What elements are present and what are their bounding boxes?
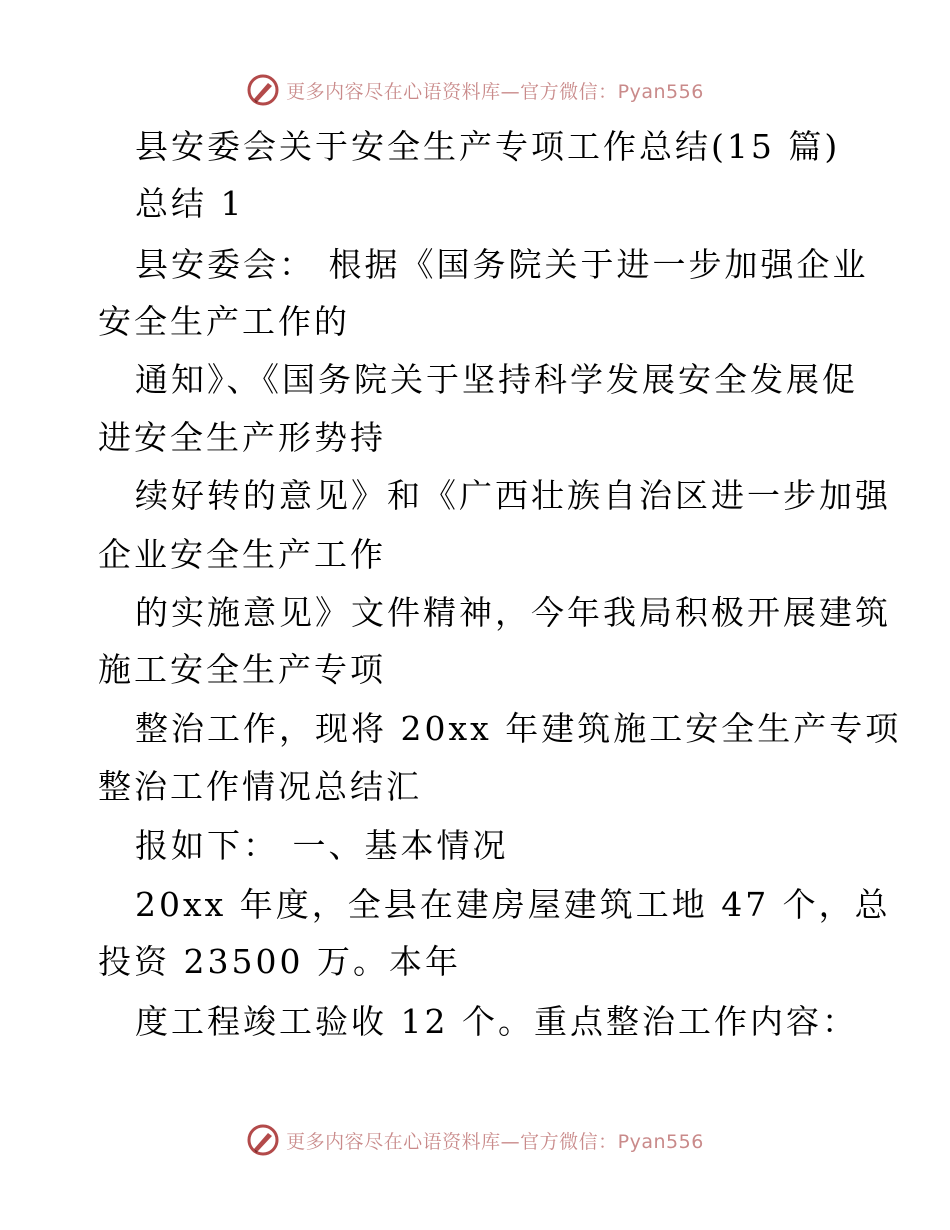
pen-logo-icon bbox=[246, 73, 280, 107]
text-line: 整治工作，现将 20xx 年建筑施工安全生产专项 bbox=[135, 709, 902, 748]
text-line: 投资 23500 万。本年 bbox=[98, 942, 461, 981]
text-line: 20xx 年度，全县在建房屋建筑工地 47 个，总 bbox=[135, 885, 891, 924]
text-line: 报如下： 一、基本情况 bbox=[135, 826, 509, 865]
text-line: 通知》、《国务院关于坚持科学发展安全发展促 bbox=[135, 360, 858, 399]
document-title: 县安委会关于安全生产专项工作总结(15 篇) bbox=[135, 127, 841, 166]
section-heading: 总结 1 bbox=[135, 184, 245, 223]
text-line: 度工程竣工验收 12 个。重点整治工作内容： bbox=[135, 1002, 858, 1041]
text-line: 施工安全生产专项 bbox=[98, 650, 386, 689]
footer-watermark bbox=[0, 1120, 950, 1160]
text-line: 县安委会： 根据《国务院关于进一步加强企业 bbox=[135, 245, 869, 284]
text-line: 续好转的意见》和《广西壮族自治区进一步加强 bbox=[135, 476, 891, 515]
pen-logo-icon bbox=[246, 1123, 280, 1157]
text-line: 进安全生产形势持 bbox=[98, 418, 386, 457]
text-line: 安全生产工作的 bbox=[98, 302, 350, 341]
text-line: 的实施意见》文件精神，今年我局积极开展建筑 bbox=[135, 593, 891, 632]
text-line: 企业安全生产工作 bbox=[98, 535, 386, 574]
text-line: 整治工作情况总结汇 bbox=[98, 767, 422, 806]
watermark-text: 更多内容尽在心语资料库—官方微信：Pyan556 bbox=[286, 1130, 704, 1153]
header-watermark bbox=[0, 70, 950, 110]
watermark-text: 更多内容尽在心语资料库—官方微信：Pyan556 bbox=[286, 80, 704, 103]
